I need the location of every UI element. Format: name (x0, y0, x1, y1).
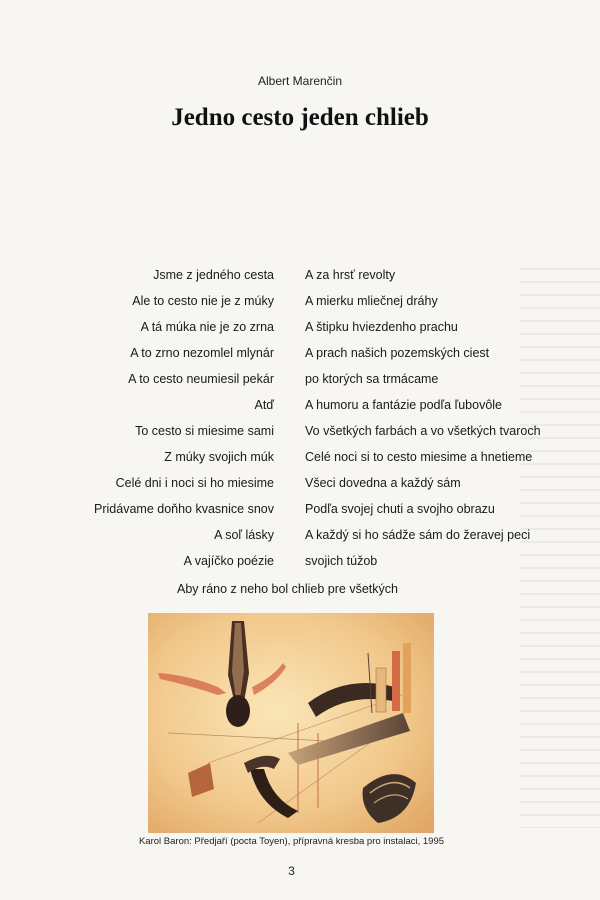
poem-line-left: Ale to cesto nie je z múky (132, 294, 274, 308)
poem-row (0, 450, 600, 476)
artwork-image (148, 613, 434, 833)
poem-final-line: Aby ráno z neho bol chlieb pre všetkých (177, 582, 398, 596)
poem-row (0, 294, 600, 320)
poem-line-left: A vajíčko poézie (183, 554, 274, 568)
poem-line-right: Všeci dovedna a každý sám (305, 476, 461, 490)
poem-line-left: Celé dni i noci si ho miesime (115, 476, 274, 490)
poem-line-right: A prach našich pozemských ciest (305, 346, 490, 360)
poem-line-left: To cesto si miesime sami (135, 424, 274, 438)
poem-line-left: Atď (254, 398, 274, 412)
poem-row (0, 554, 600, 580)
poem-line-left: Pridávame doňho kvasnice snov (94, 502, 274, 516)
poem-line-right: po ktorých sa trmácame (305, 372, 439, 386)
page-number: 3 (288, 864, 295, 878)
poem-line-right: Podľa svojej chuti a svojho obrazu (305, 502, 495, 516)
poem-row (0, 502, 600, 528)
poem-row (0, 528, 600, 554)
poem-row (0, 424, 600, 450)
poem-row (0, 268, 600, 294)
poem-line-left: A to cesto neumiesil pekár (128, 372, 274, 386)
poem-row (0, 372, 600, 398)
poem-line-left: Jsme z jedného cesta (153, 268, 274, 282)
poem-line-right: A za hrsť revolty (305, 268, 396, 282)
poem-line-left: A to zrno nezomlel mlynár (130, 346, 274, 360)
poem-line-left: Z múky svojich múk (164, 450, 274, 464)
poem-line-right: A humoru a fantázie podľa ľubovôle (305, 398, 503, 412)
poem-row (0, 398, 600, 424)
poem-line-right: A štipku hviezdenho prachu (305, 320, 458, 334)
author-name: Albert Marenčin (257, 74, 343, 88)
poem-line-right: A každý si ho sádže sám do žeravej peci (305, 528, 531, 542)
artwork-caption: Karol Baron: Předjaří (pocta Toyen), přípravná kresba pro instalaci, 1995 (138, 836, 445, 847)
poem-line-right: svojich túžob (305, 554, 378, 568)
poem-line-left: A soľ lásky (214, 528, 274, 542)
poem-row (0, 346, 600, 372)
poem-line-right: A mierku mliečnej dráhy (305, 294, 438, 308)
poem-line-left: A tá múka nie je zo zrna (140, 320, 274, 334)
poem-line-right: Celé noci si to cesto miesime a hnetieme (305, 450, 533, 464)
poem-title: Jedno cesto jeden chlieb (171, 104, 429, 131)
poem-row (0, 476, 600, 502)
poem-row (0, 320, 600, 346)
poem-line-right: Vo všetkých farbách a vo všetkých tvaroch (305, 424, 541, 438)
